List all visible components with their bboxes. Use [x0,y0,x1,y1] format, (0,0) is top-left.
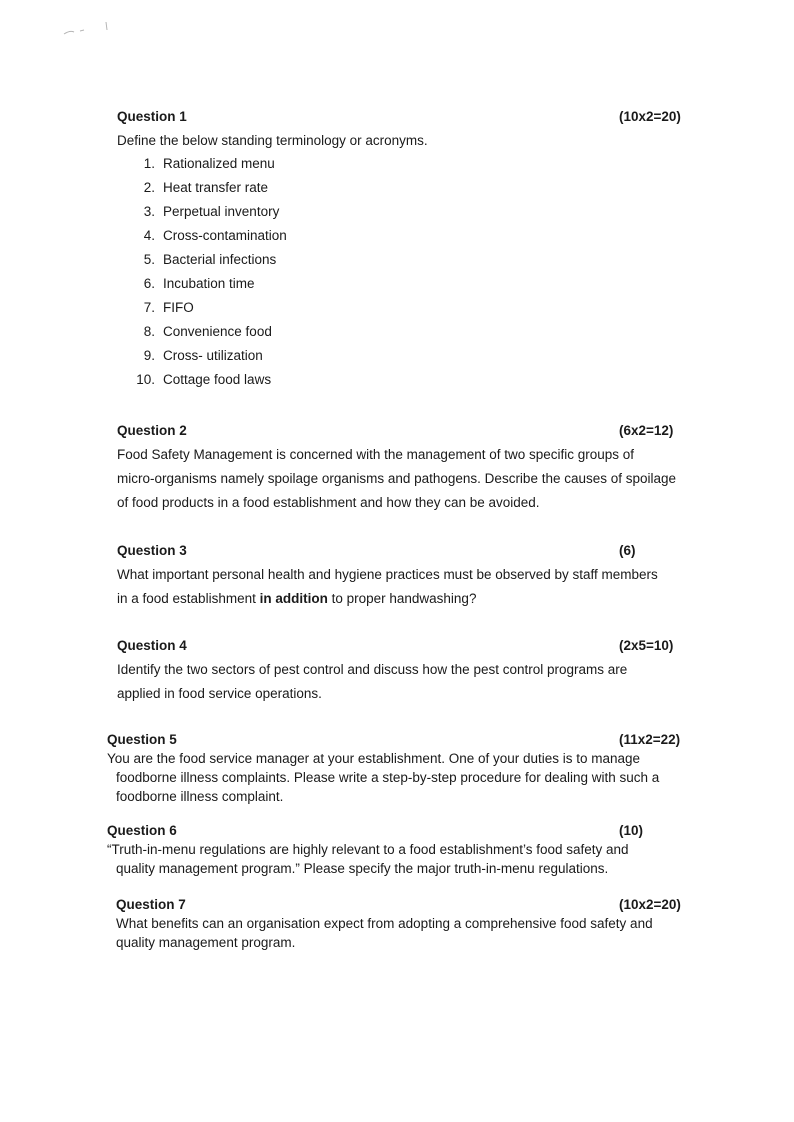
list-item: 8. Convenience food [143,324,272,339]
question-2-line: micro-organisms namely spoilage organisms and pathogens. Describe the causes of spoilage [117,471,677,486]
question-4-line: applied in food service operations. [117,686,322,701]
question-2-marks: (6x2=12) [619,423,674,438]
list-item: 7. FIFO [143,300,194,315]
list-item: 1. Rationalized menu [143,156,275,171]
question-6-line: quality management program.” Please specify the major truth-in-menu regulations. [116,861,609,876]
question-3-title: Question 3 [117,543,187,558]
question-3 [117,539,697,611]
question-7-title: Question 7 [116,897,186,912]
question-6-line: “Truth-in-menu regulations are highly relevant to a food establishment’s food safety and [107,842,629,857]
pen-mark [60,18,120,40]
question-7 [116,895,696,952]
list-item: 6. Incubation time [143,276,255,291]
list-item: 4. Cross-contamination [143,228,287,243]
question-1-title: Question 1 [117,109,187,124]
question-7-line: quality management program. [116,935,296,950]
list-item: 3. Perpetual inventory [143,204,280,219]
question-4-marks: (2x5=10) [619,638,674,653]
question-1-intro: Define the below standing terminology or acronyms. [117,133,428,148]
question-2-title: Question 2 [117,423,187,438]
question-5-line: foodborne illness complaint. [116,789,284,804]
question-7-marks: (10x2=20) [619,897,681,912]
term-list [117,152,687,392]
question-2-line: Food Safety Management is concerned with the management of two specific groups of [117,447,635,462]
question-7-line: What benefits can an organisation expect from adopting a comprehensive food safety and [116,916,653,931]
list-item: 10. Cottage food laws [136,372,272,387]
question-3-line: What important personal health and hygiene practices must be observed by staff members [117,567,658,582]
list-item: 5. Bacterial infections [143,252,277,267]
question-5-title: Question 5 [107,732,177,747]
question-4-title: Question 4 [117,638,187,653]
question-4-line: Identify the two sectors of pest control and discuss how the pest control programs are [117,662,628,677]
list-item: 2. Heat transfer rate [143,180,269,195]
emphasis-text: in addition [259,591,328,606]
question-4 [117,634,697,706]
question-5-line: foodborne illness complaints. Please write a step-by-step procedure for dealing with such a [116,770,660,785]
question-2 [117,419,697,515]
question-5-line: You are the food service manager at your establishment. One of your duties is to manage [107,751,641,766]
question-3-marks: (6) [619,543,636,558]
question-6-marks: (10) [619,823,644,838]
question-6-title: Question 6 [107,823,177,838]
question-1-marks: (10x2=20) [619,109,681,124]
question-5-marks: (11x2=22) [619,732,681,747]
question-1 [117,109,687,392]
list-item: 9. Cross- utilization [143,348,263,363]
question-3-line: in a food establishment in addition to proper handwashing? [117,591,477,606]
question-6 [107,821,697,878]
question-2-line: of food products in a food establishment and how they can be avoided. [117,495,540,510]
question-5 [107,730,697,806]
